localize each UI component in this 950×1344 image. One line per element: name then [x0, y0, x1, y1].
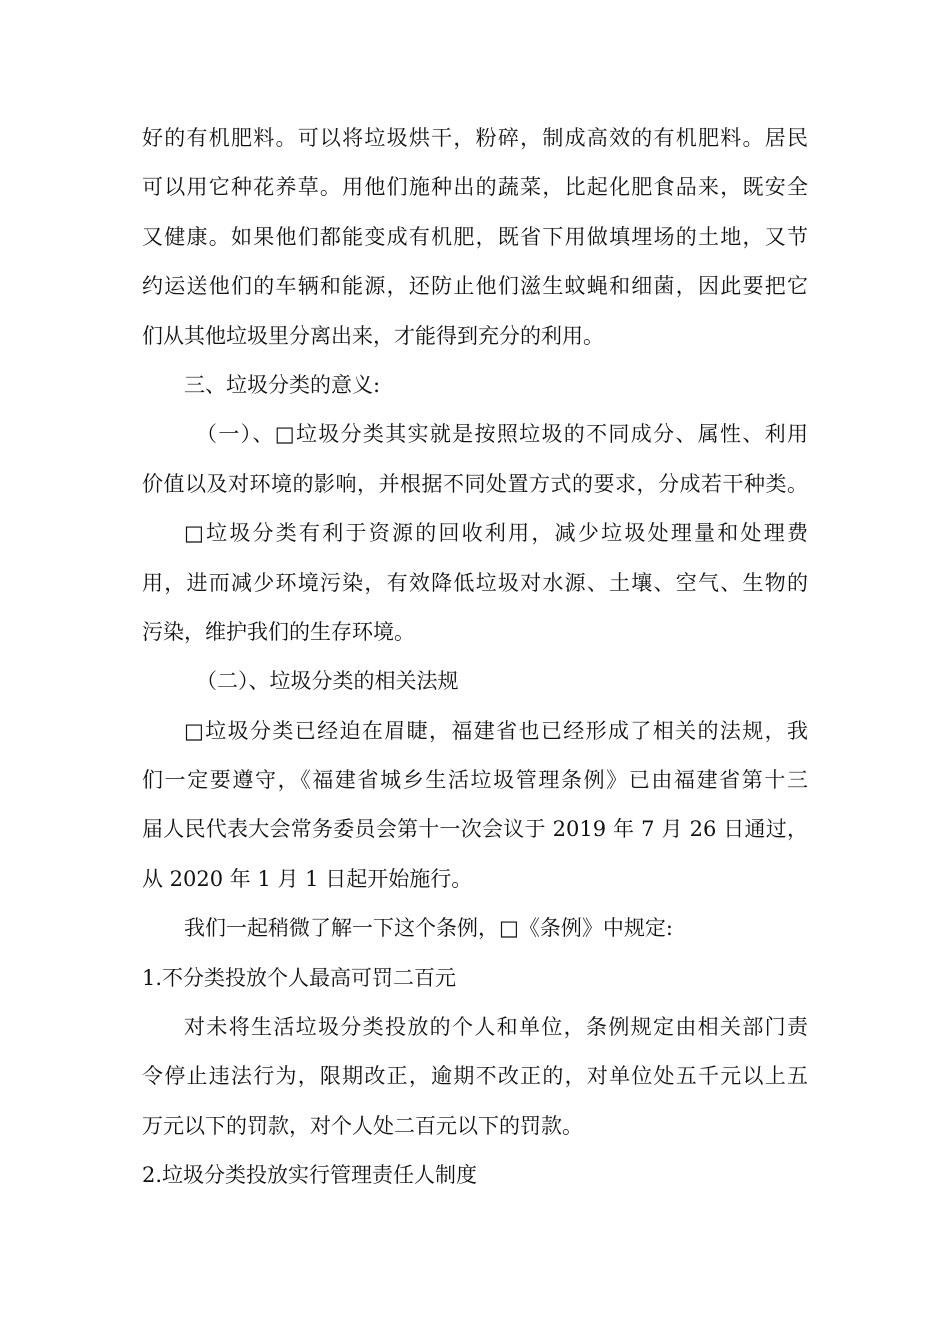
numbered-heading: 2.垃圾分类投放实行管理责任人制度: [142, 1163, 478, 1188]
paragraph-line: 从 2020 年 1 月 1 日起开始施行。: [142, 866, 473, 891]
document-body: [142, 114, 808, 1201]
paragraph-line: □垃圾分类有利于资源的回收利用，减少垃圾处理量和处理费: [184, 521, 808, 546]
paragraph-line: 们一定要遵守，《福建省城乡生活垃圾管理条例》已由福建省第十三: [142, 768, 808, 793]
paragraph-line: 价值以及对环境的影响，并根据不同处置方式的要求，分成若干种类。: [142, 471, 808, 496]
paragraph-line: 污染，维护我们的生存环境。: [142, 619, 415, 644]
paragraph-line: 可以用它种花养草。用他们施种出的蔬菜，比起化肥食品来，既安全: [142, 175, 808, 200]
subsection-line: （一）、□垃圾分类其实就是按照垃圾的不同成分、属性、利用: [196, 422, 808, 447]
subsection-heading: （二）、垃圾分类的相关法规: [196, 669, 459, 694]
paragraph-line: 对未将生活垃圾分类投放的个人和单位，条例规定由相关部门责: [184, 1015, 808, 1040]
paragraph-line: 们从其他垃圾里分离出来，才能得到充分的利用。: [142, 323, 604, 348]
section-heading: 三、垃圾分类的意义:: [184, 372, 381, 397]
paragraph-line: □垃圾分类已经迫在眉睫，福建省也已经形成了相关的法规，我: [184, 718, 808, 743]
paragraph-line: 万元以下的罚款，对个人处二百元以下的罚款。: [142, 1113, 583, 1138]
numbered-heading: 1.不分类投放个人最高可罚二百元: [142, 965, 457, 990]
paragraph-line: 又健康。如果他们都能变成有机肥，既省下用做填埋场的土地，又节: [142, 224, 808, 249]
paragraph-line: 约运送他们的车辆和能源，还防止他们滋生蚊蝇和细菌，因此要把它: [142, 274, 808, 299]
paragraph-line: 好的有机肥料。可以将垃圾烘干，粉碎，制成高效的有机肥料。居民: [142, 126, 808, 150]
paragraph-line: 令停止违法行为，限期改正，逾期不改正的，对单位处五千元以上五: [142, 1064, 808, 1089]
paragraph-line: 我们一起稍微了解一下这个条例，□《条例》中规定:: [184, 916, 673, 941]
paragraph-line: 用，进而减少环境污染，有效降低垃圾对水源、土壤、空气、生物的: [142, 570, 808, 595]
paragraph-line: 届人民代表大会常务委员会第十一次会议于 2019 年 7 月 26 日通过，: [142, 817, 808, 842]
